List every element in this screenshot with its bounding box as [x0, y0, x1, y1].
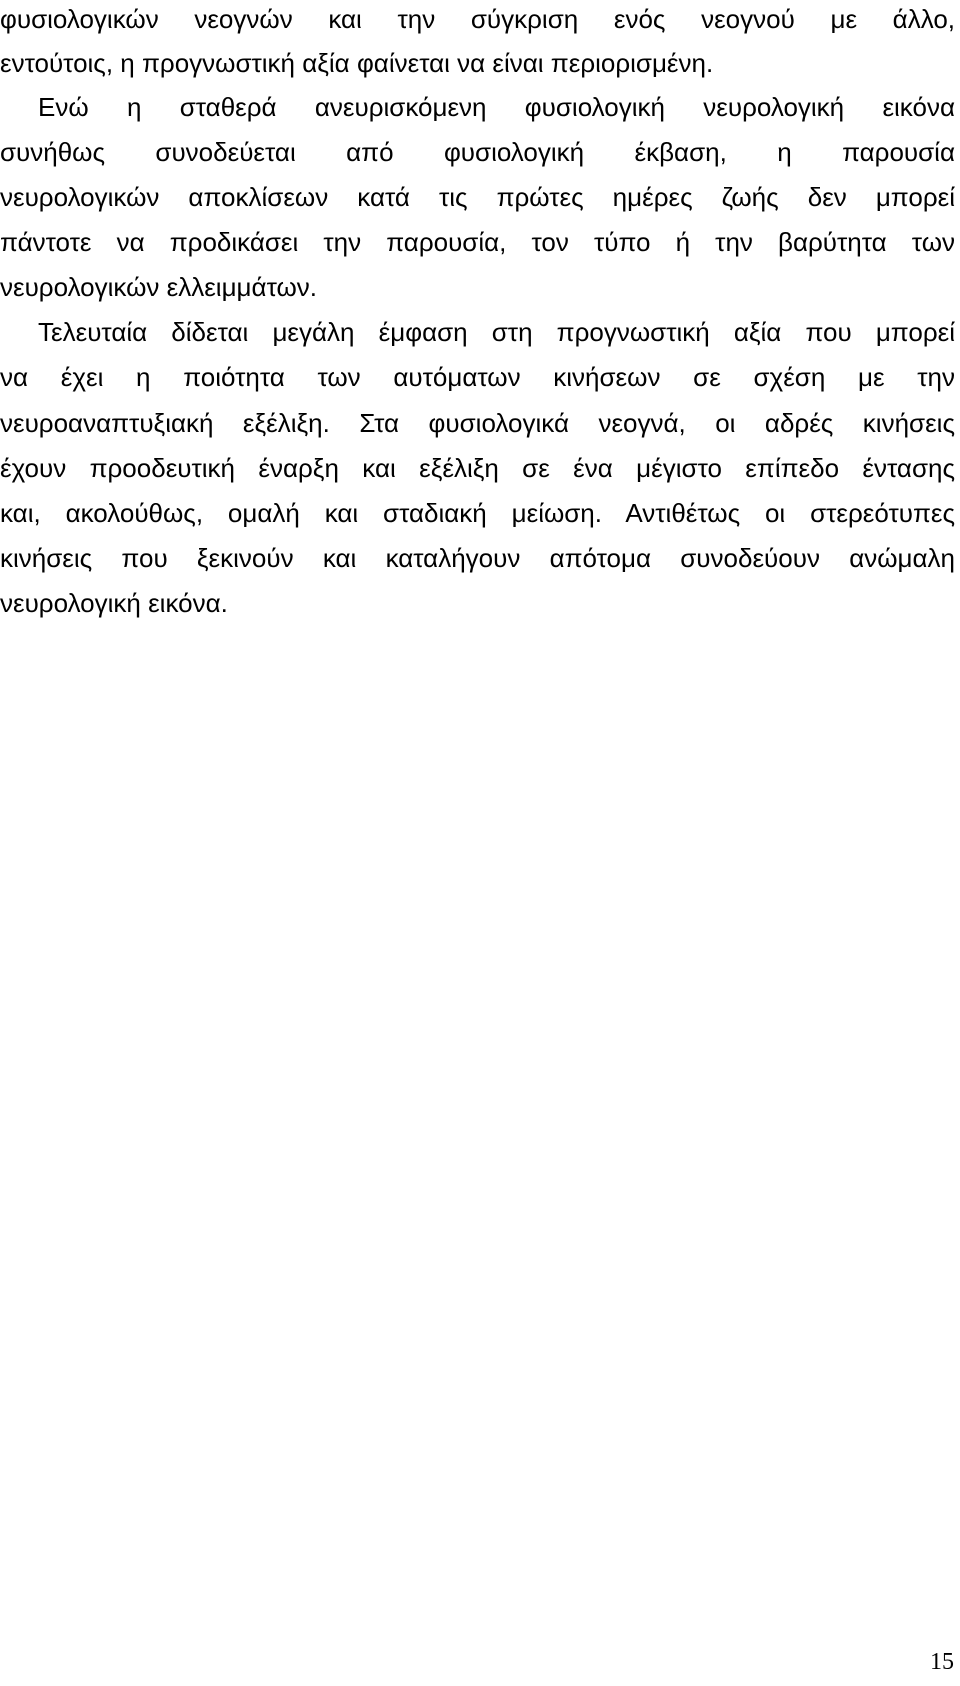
text-line: κινήσεις που ξεκινούν και καταλήγουν απότομα συνοδεύουν ανώμαλη	[0, 543, 955, 573]
text-line: να έχει η ποιότητα των αυτόματων κινήσεων σε σχέση με την	[0, 362, 955, 392]
text-line: νευρολογικών ελλειμμάτων.	[0, 272, 317, 302]
text-line: Τελευταία δίδεται μεγάλη έμφαση στη προγνωστική αξία που μπορεί	[38, 317, 955, 347]
text-line: πάντοτε να προδικάσει την παρουσία, τον τύπο ή την βαρύτητα των	[0, 227, 955, 257]
text-line: νευροαναπτυξιακή εξέλιξη. Στα φυσιολογικά νεογνά, οι αδρές κινήσεις	[0, 408, 955, 438]
text-line: Ενώ η σταθερά ανευρισκόμενη φυσιολογική νευρολογική εικόνα	[38, 92, 955, 122]
text-line: εντούτοις, η προγνωστική αξία φαίνεται να είναι περιορισμένη.	[0, 48, 714, 78]
text-line: νευρολογικών αποκλίσεων κατά τις πρώτες ημέρες ζωής δεν μπορεί	[0, 182, 955, 212]
text-line: φυσιολογικών νεογνών και την σύγκριση ενός νεογνού με άλλο,	[0, 4, 955, 34]
text-line: συνήθως συνοδεύεται από φυσιολογική έκβαση, η παρουσία	[0, 137, 955, 167]
text-line: και, ακολούθως, ομαλή και σταδιακή μείωση. Αντιθέτως οι στερεότυπες	[0, 498, 955, 528]
text-line: νευρολογική εικόνα.	[0, 588, 228, 618]
page-number: 15	[930, 1649, 954, 1675]
text-line: έχουν προοδευτική έναρξη και εξέλιξη σε ένα μέγιστο επίπεδο έντασης	[0, 453, 955, 483]
